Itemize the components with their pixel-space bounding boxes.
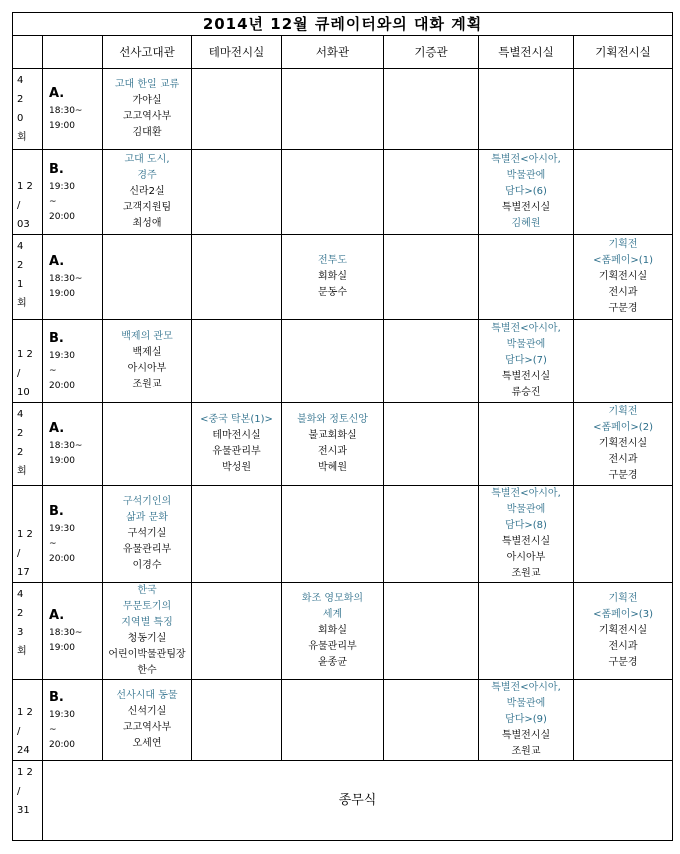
session-label: B.: [49, 330, 64, 346]
side-text: 1 2: [17, 349, 33, 360]
program-cell: [384, 680, 479, 761]
program-detail: 구문경: [608, 657, 638, 668]
session-time: [49, 180, 102, 225]
session-label: A.: [49, 421, 65, 436]
program-title: 담다>(8): [505, 520, 547, 531]
side-text: 4: [17, 75, 24, 86]
session-a-cell: [43, 235, 103, 320]
program-detail: 최성애: [132, 218, 162, 229]
program-cell: [192, 403, 282, 486]
program-curator: 김혜원: [511, 218, 541, 229]
date-cell: [13, 680, 43, 761]
program-cell: [103, 680, 192, 761]
program-cell: [103, 69, 192, 150]
program-cell: [282, 235, 384, 320]
program-detail: 오세연: [132, 738, 162, 749]
program-cell: [384, 403, 479, 486]
program-cell: [192, 235, 282, 320]
column-header-2: 서화관: [282, 36, 384, 69]
session-time-text: 19:30: [49, 350, 75, 361]
side-text: 회: [17, 132, 27, 143]
side-text: 회: [17, 646, 27, 657]
program-cell: [103, 320, 192, 403]
program-cell: [479, 486, 574, 583]
session-time-text: ~: [49, 365, 57, 376]
program-title: 특별전<아시아,: [491, 488, 561, 499]
session-time-text: 20:00: [49, 553, 75, 564]
side-text: 2: [17, 608, 24, 619]
program-title: 무문토기의: [122, 601, 172, 612]
side-text: 회: [17, 466, 27, 477]
program-detail: 아시아부: [127, 363, 167, 374]
week-3-row-b: [13, 486, 673, 583]
session-a-cell: [43, 69, 103, 150]
session-time-text: 19:30: [49, 181, 75, 192]
session-time: [49, 439, 102, 469]
program-cell: [282, 486, 384, 583]
session-b-cell: [43, 320, 103, 403]
program-cell: [574, 69, 673, 150]
program-detail: 유물관리부: [212, 446, 261, 457]
side-text: 24: [17, 745, 30, 756]
week-number-cell: [13, 235, 43, 320]
program-title: 지역별 특징: [121, 617, 173, 628]
program-detail: 특별전시실: [501, 202, 551, 213]
side-text: 2: [17, 260, 24, 271]
program-detail: 박성원: [222, 462, 251, 473]
side-text: 31: [17, 805, 30, 816]
program-cell: [574, 486, 673, 583]
closing-date-cell: [13, 761, 43, 841]
program-detail: 구문경: [608, 303, 638, 314]
side-text: 4: [17, 589, 24, 600]
session-label: B.: [49, 689, 64, 705]
program-title: 기획전: [608, 593, 638, 604]
side-text: 3: [17, 627, 24, 638]
program-detail: 기획전시실: [598, 271, 648, 282]
program-cell: [479, 150, 574, 235]
program-title: 전투도: [318, 255, 347, 266]
program-detail: 청동기실: [127, 633, 167, 644]
program-cell: [103, 486, 192, 583]
side-text: 10: [17, 387, 30, 398]
program-cell: [282, 69, 384, 150]
side-text: 4: [17, 241, 24, 252]
column-header-3: 기증관: [384, 36, 479, 69]
program-title: 박물관에: [506, 339, 546, 350]
side-text: /: [17, 368, 21, 379]
session-time-text: 19:30: [49, 523, 75, 534]
side-text: 03: [17, 219, 30, 230]
side-text: 4: [17, 409, 24, 420]
schedule-table: [12, 12, 673, 841]
week-1-row-a: [13, 69, 673, 150]
session-time-text: ~: [49, 724, 57, 735]
program-cell: [282, 150, 384, 235]
program-title: 담다>(7): [505, 355, 547, 366]
program-detail: 구문경: [608, 470, 638, 481]
program-title: 경주: [137, 170, 157, 181]
program-detail: 특별전시실: [501, 730, 551, 741]
week-2-row-a: [13, 235, 673, 320]
program-title: 백제의 관모: [121, 331, 173, 342]
program-detail: 회화실: [318, 625, 347, 636]
program-detail: 박혜원: [318, 462, 347, 473]
program-title: <폼페이>(3): [593, 609, 653, 620]
program-cell: [103, 150, 192, 235]
side-text: 1: [17, 279, 24, 290]
date-cell: [13, 320, 43, 403]
program-title: 특별전<아시아,: [491, 154, 561, 165]
program-cell: [384, 69, 479, 150]
session-a-cell: [43, 403, 103, 486]
session-time: [49, 349, 102, 394]
program-detail: 조원교: [132, 379, 162, 390]
program-detail: 조원교: [511, 746, 541, 757]
week-number-cell: [13, 583, 43, 680]
program-detail: 문동수: [318, 287, 347, 298]
program-cell: [103, 235, 192, 320]
session-time-text: ~: [49, 196, 57, 207]
session-b-cell: [43, 680, 103, 761]
week-4-row-a: [13, 583, 673, 680]
week-3-row-a: [13, 403, 673, 486]
program-detail: 아시아부: [506, 552, 546, 563]
side-text: 2: [17, 94, 24, 105]
program-cell: [282, 320, 384, 403]
program-cell: [384, 486, 479, 583]
session-b-cell: [43, 150, 103, 235]
program-detail: 기획전시실: [598, 625, 648, 636]
program-title: 특별전<아시아,: [491, 682, 561, 693]
program-cell: [384, 150, 479, 235]
program-detail: 고고역사부: [122, 722, 172, 733]
program-detail: 구석기실: [127, 528, 167, 539]
session-time-text: 20:00: [49, 380, 75, 391]
session-label: A.: [49, 86, 65, 101]
week-number-cell: [13, 403, 43, 486]
program-title: 기획전: [608, 406, 638, 417]
session-time-text: 19:00: [49, 289, 75, 299]
program-cell: [479, 320, 574, 403]
program-title: 담다>(6): [505, 186, 547, 197]
session-time: [49, 708, 102, 753]
session-time-text: 19:00: [49, 121, 75, 131]
program-detail: 이경수: [132, 560, 162, 571]
session-a-cell: [43, 583, 103, 680]
program-title: 화조 영모화의: [301, 593, 364, 604]
program-cell: [574, 235, 673, 320]
program-title: 고대 도시,: [124, 154, 170, 165]
week-1-row-b: [13, 150, 673, 235]
program-title: <중국 탁본(1)>: [200, 414, 273, 425]
week-4-row-b: [13, 680, 673, 761]
session-label: B.: [49, 161, 64, 177]
session-time-text: 19:00: [49, 643, 75, 653]
program-detail: 어린이박물관팀장: [108, 649, 186, 660]
closing-ceremony-cell: 종무식: [43, 761, 673, 841]
program-detail: 전시과: [608, 641, 638, 652]
program-cell: [479, 403, 574, 486]
program-detail: 신라2실: [129, 186, 165, 197]
program-cell: [384, 583, 479, 680]
side-text: 회: [17, 298, 27, 309]
program-cell: [479, 583, 574, 680]
program-cell: [103, 403, 192, 486]
closing-row: [13, 761, 673, 841]
program-detail: 회화실: [318, 271, 347, 282]
session-time-text: 18:30~: [49, 274, 83, 284]
side-text: 2: [17, 428, 24, 439]
schedule-sheet: [12, 12, 672, 841]
program-title: 특별전<아시아,: [491, 323, 561, 334]
date-cell: [13, 486, 43, 583]
session-label: A.: [49, 254, 65, 269]
program-detail: 기획전시실: [598, 438, 648, 449]
program-detail: 고고역사부: [122, 111, 172, 122]
session-b-cell: [43, 486, 103, 583]
session-time-text: 19:30: [49, 709, 75, 720]
program-cell: [282, 403, 384, 486]
program-cell: [192, 320, 282, 403]
program-cell: [103, 583, 192, 680]
program-detail: 조원교: [511, 568, 541, 579]
program-cell: [192, 150, 282, 235]
side-text: 17: [17, 567, 30, 578]
program-detail: 윤종균: [318, 657, 347, 668]
program-title: 선사시대 동물: [116, 690, 178, 701]
program-cell: [192, 583, 282, 680]
column-header-row: [13, 36, 673, 69]
session-time: [49, 626, 102, 656]
schedule-title: 2014년 12월 큐레이터와의 대화 계획: [13, 13, 673, 36]
program-detail: 전시과: [318, 446, 347, 457]
program-title: 고대 한일 교류: [114, 79, 180, 90]
program-cell: [282, 680, 384, 761]
column-header-1: 테마전시실: [192, 36, 282, 69]
program-title: 박물관에: [506, 170, 546, 181]
program-cell: [384, 235, 479, 320]
program-cell: [479, 680, 574, 761]
side-text: 1 2: [17, 707, 33, 718]
side-text: 1 2: [17, 767, 33, 778]
program-cell: [282, 583, 384, 680]
program-detail: 신석기실: [127, 706, 167, 717]
program-detail: 류승진: [511, 387, 541, 398]
program-title: <폼페이>(1): [593, 255, 653, 266]
column-header-5: 기획전시실: [574, 36, 673, 69]
program-cell: [192, 69, 282, 150]
program-detail: 전시과: [608, 454, 638, 465]
side-text: 1 2: [17, 529, 33, 540]
side-text: 2: [17, 447, 24, 458]
column-header-0: 선사고대관: [103, 36, 192, 69]
side-text: 1 2: [17, 181, 33, 192]
program-detail: 유물관리부: [308, 641, 357, 652]
program-detail: 특별전시실: [501, 536, 551, 547]
program-cell: [192, 680, 282, 761]
program-detail: 불교회화실: [308, 430, 357, 441]
program-detail: 전시과: [608, 287, 638, 298]
program-cell: [384, 320, 479, 403]
session-time-text: 18:30~: [49, 441, 83, 451]
program-title: 불화와 정토신앙: [297, 414, 368, 425]
header-blank: [43, 36, 103, 69]
side-text: /: [17, 786, 21, 797]
date-cell: [13, 150, 43, 235]
side-text: /: [17, 200, 21, 211]
program-detail: 한수: [137, 665, 157, 676]
program-detail: 가야실: [132, 95, 162, 106]
program-cell: [574, 320, 673, 403]
session-time-text: 18:30~: [49, 106, 83, 116]
program-cell: [574, 403, 673, 486]
session-label: A.: [49, 608, 65, 623]
session-time: [49, 104, 102, 134]
program-detail: 고객지원팀: [122, 202, 172, 213]
session-time-text: 19:00: [49, 456, 75, 466]
session-time: [49, 272, 102, 302]
side-text: /: [17, 726, 21, 737]
program-cell: [574, 583, 673, 680]
column-header-4: 특별전시실: [479, 36, 574, 69]
program-cell: [479, 69, 574, 150]
week-2-row-b: [13, 320, 673, 403]
program-title: 한국: [137, 585, 157, 596]
program-cell: [574, 680, 673, 761]
program-detail: 백제실: [132, 347, 162, 358]
program-title: 담다>(9): [505, 714, 547, 725]
program-detail: 유물관리부: [122, 544, 172, 555]
session-time-text: 18:30~: [49, 628, 83, 638]
side-text: 0: [17, 113, 24, 124]
session-time-text: ~: [49, 538, 57, 549]
header-blank: [13, 36, 43, 69]
program-cell: [574, 150, 673, 235]
side-text: /: [17, 548, 21, 559]
program-title: 박물관에: [506, 504, 546, 515]
program-detail: 특별전시실: [501, 371, 551, 382]
program-cell: [479, 235, 574, 320]
program-title: 삶과 문화: [126, 512, 168, 523]
program-detail: 김대환: [132, 127, 162, 138]
session-label: B.: [49, 503, 64, 519]
week-number-cell: [13, 69, 43, 150]
program-title: 세계: [322, 609, 343, 620]
session-time: [49, 522, 102, 567]
session-time-text: 20:00: [49, 739, 75, 750]
program-detail: 테마전시실: [212, 430, 261, 441]
session-time-text: 20:00: [49, 211, 75, 222]
program-title: 박물관에: [506, 698, 546, 709]
program-cell: [192, 486, 282, 583]
program-title: 기획전: [608, 239, 638, 250]
program-title: 구석기인의: [122, 496, 172, 507]
program-title: <폼페이>(2): [593, 422, 653, 433]
